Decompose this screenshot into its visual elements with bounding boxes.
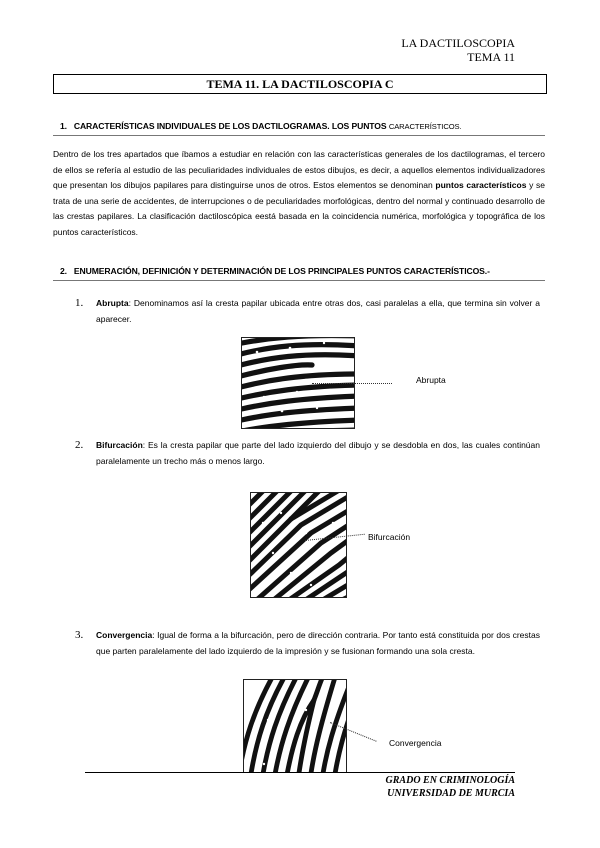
intro-bold-term: puntos característicos [435,180,527,191]
item-definition: : Es la cresta papilar que parte del lado izquierdo del dibujo y se desdobla en dos, las cuales continúan paralelamente un trecho más o menos largo. [96,440,540,466]
section-1-heading [60,121,462,131]
section-1-number: 1. [60,121,67,131]
page-title: TEMA 11. LA DACTILOSCOPIA C [53,74,547,94]
footer-line-1: GRADO EN CRIMINOLOGÍA [385,775,515,786]
section-1-title: CARACTERÍSTICAS INDIVIDUALES DE LOS DACTILOGRAMAS. LOS PUNTOS [73,121,387,131]
item-number: 2. [75,439,84,451]
caption-bifurcacion: Bifurcación [368,532,411,542]
section-2-number: 2. [60,266,67,276]
item-definition: : Denominamos así la cresta papilar ubicada entre otras dos, casi paralelas a ella, que termina sin volver a aparecer. [96,298,540,324]
fingerprint-image-bifurcacion [250,492,347,598]
header-line-1: LA DACTILOSCOPIA [401,36,515,50]
item-number: 3. [75,629,84,641]
leader-line-abrupta [312,383,392,384]
footer-rule [85,772,515,773]
item-term: Convergencia [96,630,153,640]
header-line-2: TEMA 11 [467,50,515,64]
caption-abrupta: Abrupta [416,375,446,385]
list-item-convergencia [75,628,540,659]
item-term: Bifurcación [96,440,143,450]
fingerprint-image-convergencia [243,679,347,773]
running-header [401,36,515,64]
section-1-rule [53,135,545,136]
section-2-rule [53,280,545,281]
intro-text-2: y se trata de una serie de accidentes, de interrupciones o de peculiaridades morfológicas, dentro del normal y continuado desarrollo de las crestas papilares. La clasificación dactiloscópica eestá basada en la coincidencia numérica, morfológica y topográfica de los puntos característicos. [53,180,545,237]
item-definition: : Igual de forma a la bifurcación, pero de dirección contraria. Por tanto está constituida por dos crestas que parten paralelamente del lado izquierdo de la impresión y se fusionan formando una sola cresta. [96,630,540,656]
list-item-abrupta [75,296,540,327]
item-number: 1. [75,297,84,309]
section-1-title-tail: CARACTERÍSTICOS. [388,122,462,131]
footer [386,774,515,800]
list-item-bifurcacion [75,438,540,469]
caption-convergencia: Convergencia [389,738,442,748]
footer-line-2: UNIVERSIDAD DE MURCIA [387,788,515,799]
section-2-title: ENUMERACIÓN, DEFINICIÓN Y DETERMINACIÓN DE LOS PRINCIPALES PUNTOS CARACTERÍSTICOS.- [73,266,490,276]
intro-text-1: Dentro de los tres apartados que íbamos a estudiar en relación con las características generales de los dactilogramas, el tercero de ellos se refería al estudio de las peculiaridades individuales de estos dibujos, es decir, a aquellos elementos individualizadores que presentan los dibujos papilares para distinguirse unos de otros. Estos elementos se denominan [53,149,545,191]
intro-paragraph [53,147,545,241]
section-2-heading [60,266,490,276]
item-term: Abrupta [96,298,129,308]
